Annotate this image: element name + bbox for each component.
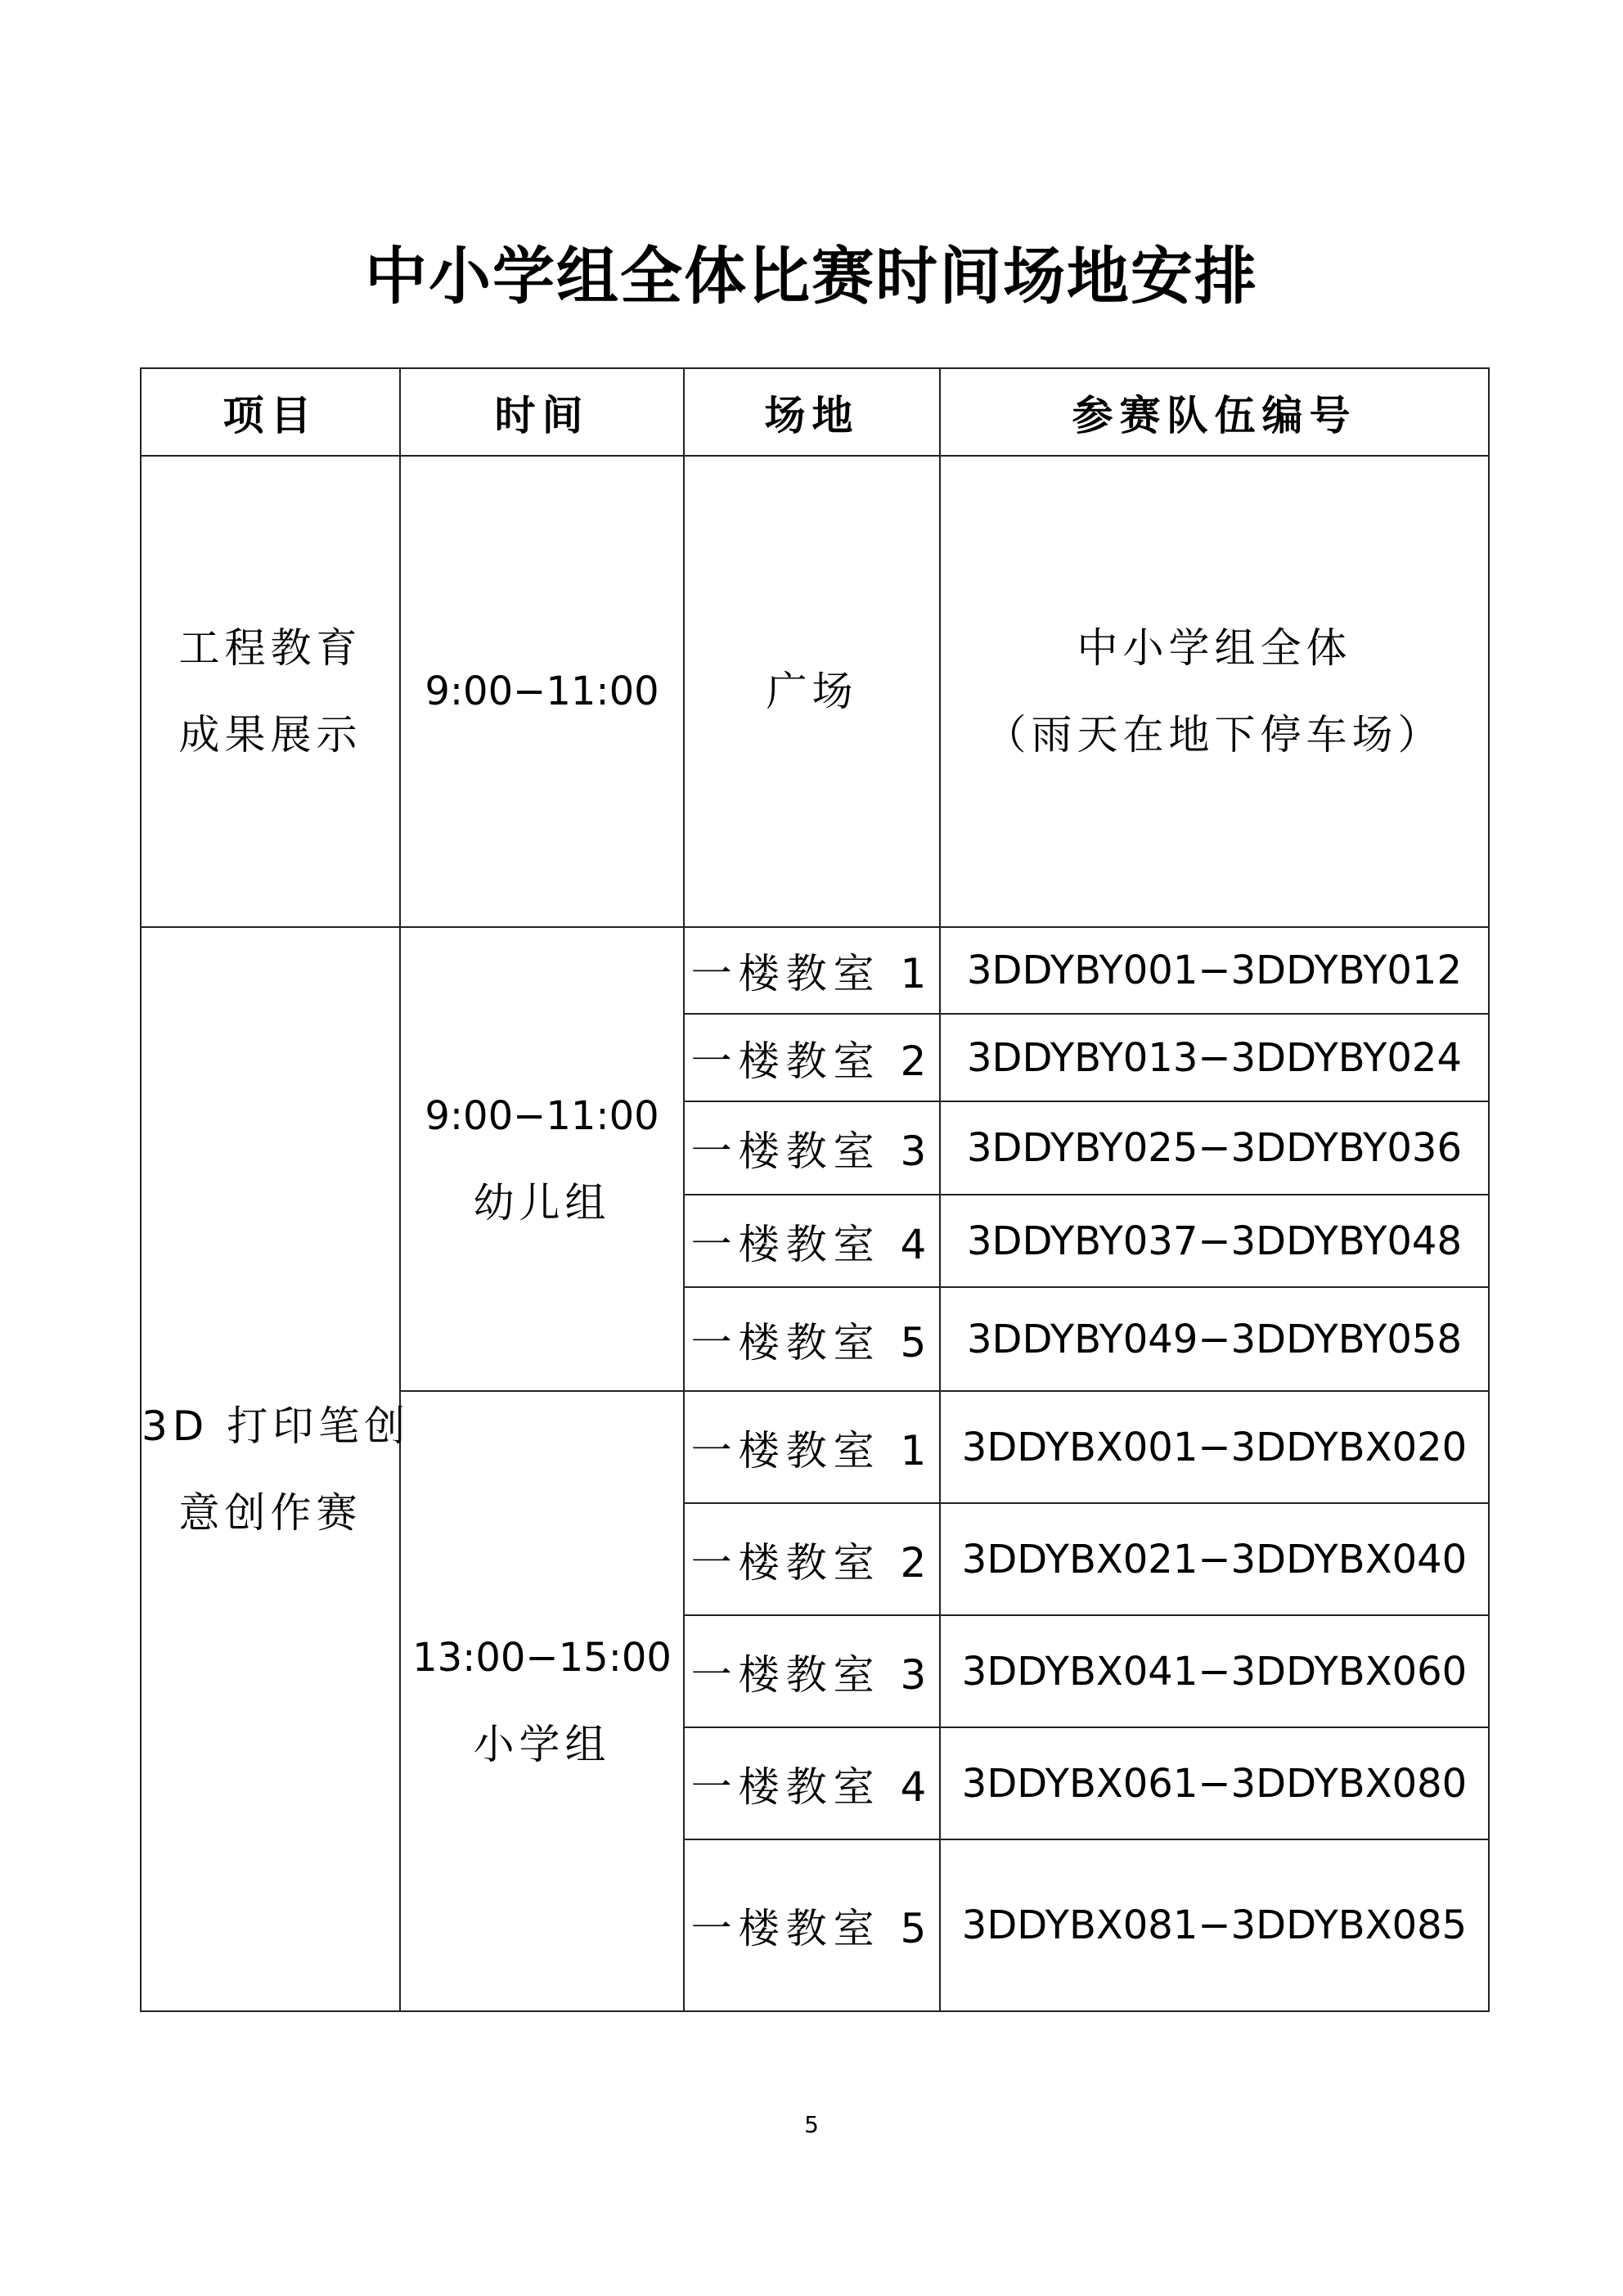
team-range: 3DDYBX081−3DDYBX085 — [961, 1902, 1468, 1948]
venue-cell — [684, 1615, 940, 1727]
team-range: 3DDYBX021−3DDYBX040 — [961, 1536, 1468, 1582]
room-label: 一楼教室 3 — [690, 1128, 933, 1175]
table-row — [141, 927, 1489, 1014]
room-label: 一楼教室 4 — [690, 1763, 933, 1811]
time-value: 9:00−11:00 — [425, 1092, 659, 1139]
room-label: 一楼教室 5 — [690, 1318, 933, 1366]
team-range: 3DDYBX061−3DDYBX080 — [961, 1760, 1468, 1807]
teams-cell — [940, 1615, 1489, 1727]
time-cell — [400, 456, 684, 927]
venue-cell — [684, 1391, 940, 1503]
venue-cell — [684, 1101, 940, 1195]
project-cell — [141, 456, 400, 927]
schedule-table — [140, 367, 1490, 2012]
teams-cell — [940, 927, 1489, 1014]
teams-cell — [940, 1503, 1489, 1615]
team-range: 3DDYBY037−3DDYBY048 — [966, 1218, 1462, 1264]
group-label: 幼儿组 — [473, 1178, 611, 1227]
project-name-line: 成果展示 — [178, 711, 362, 759]
teams-cell — [940, 1391, 1489, 1503]
teams-cell — [940, 1287, 1489, 1391]
team-range: 3DDYBY001−3DDYBY012 — [966, 948, 1462, 993]
header-venue: 场地 — [684, 368, 940, 456]
project-cell — [141, 927, 411, 2011]
room-label: 一楼教室 3 — [690, 1650, 933, 1699]
teams-cell — [940, 1727, 1489, 1839]
venue-cell — [684, 927, 940, 1014]
header-team-numbers: 参赛队伍编号 — [940, 368, 1489, 456]
room-label: 一楼教室 1 — [690, 950, 933, 997]
table-row — [141, 456, 1489, 927]
room-label: 一楼教室 2 — [690, 1037, 933, 1085]
teams-line: 中小学组全体 — [1077, 624, 1352, 672]
table-header-row — [141, 368, 1489, 456]
teams-cell — [940, 1195, 1489, 1287]
header-project: 项目 — [141, 368, 400, 456]
venue-cell — [684, 456, 940, 927]
teams-cell — [940, 456, 1489, 927]
project-name-line: 意创作赛 — [178, 1488, 362, 1537]
teams-note: （雨天在地下停车场） — [985, 711, 1444, 759]
teams-cell — [940, 1839, 1489, 2011]
room-label: 一楼教室 4 — [690, 1220, 933, 1268]
team-range: 3DDYBY025−3DDYBY036 — [966, 1125, 1462, 1171]
room-label: 一楼教室 2 — [690, 1538, 933, 1587]
time-cell — [400, 1391, 684, 2011]
time-value: 9:00−11:00 — [425, 669, 659, 714]
page-title: 中小学组全体比赛时间场地安排 — [365, 240, 1258, 313]
teams-cell — [940, 1101, 1489, 1195]
team-range: 3DDYBY013−3DDYBY024 — [966, 1034, 1462, 1081]
venue-cell — [684, 1195, 940, 1287]
venue-cell — [684, 1287, 940, 1391]
room-label: 一楼教室 1 — [690, 1426, 933, 1474]
team-range: 3DDYBY049−3DDYBY058 — [966, 1316, 1462, 1362]
venue-cell — [684, 1014, 940, 1101]
team-range: 3DDYBX001−3DDYBX020 — [961, 1424, 1468, 1470]
group-label: 小学组 — [473, 1721, 611, 1768]
time-value: 13:00−15:00 — [412, 1635, 672, 1681]
teams-cell — [940, 1014, 1489, 1101]
project-name-line: 3D 打印笔创 — [142, 1402, 411, 1450]
team-range: 3DDYBX041−3DDYBX060 — [961, 1648, 1468, 1695]
header-time: 时间 — [400, 368, 684, 456]
time-cell — [400, 927, 684, 1391]
venue-value: 广场 — [766, 668, 858, 715]
page-number: 5 — [804, 2111, 819, 2138]
room-label: 一楼教室 5 — [690, 1905, 933, 1952]
venue-cell — [684, 1503, 940, 1615]
venue-cell — [684, 1727, 940, 1839]
project-name-line: 工程教育 — [178, 624, 362, 672]
venue-cell — [684, 1839, 940, 2011]
